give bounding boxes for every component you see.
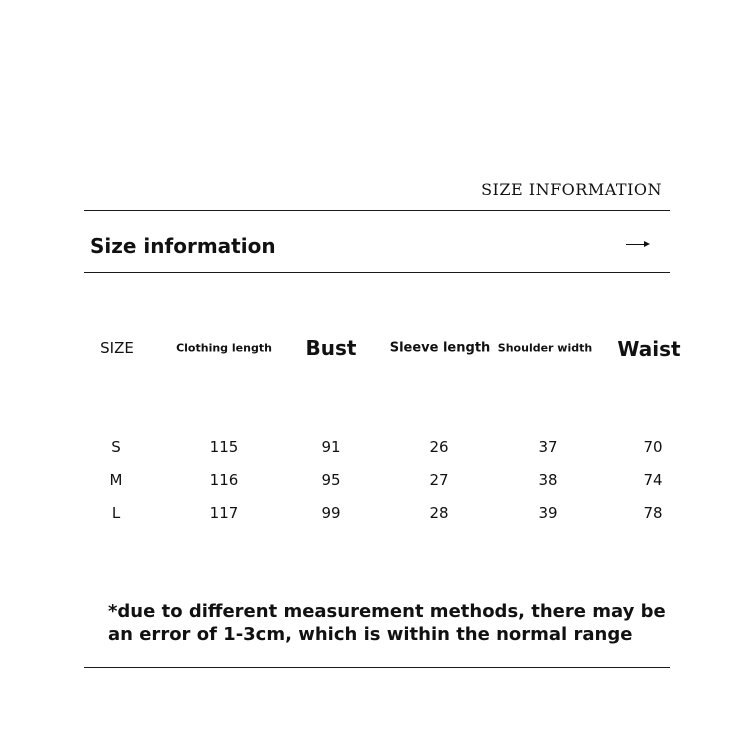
table-cell-sleeve-length: 27 [429,471,449,489]
table-cell-bust: 95 [321,471,341,489]
table-cell-shoulder-width: 39 [538,504,558,522]
table-cell-waist: 78 [643,504,663,522]
table-cell-bust: 91 [321,438,341,456]
table-cell-shoulder-width: 38 [538,471,558,489]
table-cell-size: S [111,438,121,456]
table-cell-clothing-length: 115 [209,438,239,456]
column-header-sleeve-length: Sleeve length [389,340,491,356]
bottom-divider [84,667,670,668]
table-cell-waist: 70 [643,438,663,456]
table-cell-clothing-length: 117 [209,504,239,522]
table-cell-sleeve-length: 26 [429,438,449,456]
table-cell-bust: 99 [321,504,341,522]
section-heading: Size information [90,234,276,258]
table-cell-clothing-length: 116 [209,471,239,489]
column-header-waist: Waist [617,337,681,361]
section-eyebrow: SIZE INFORMATION [481,180,662,199]
table-cell-size: M [109,471,123,489]
note-line-1: *due to different measurement methods, there may be [108,601,666,622]
note-line-2: an error of 1-3cm, which is within the normal range [108,624,633,645]
column-header-clothing-length: Clothing length [176,341,272,355]
column-header-bust: Bust [305,336,357,360]
column-header-shoulder-width: Shoulder width [497,341,593,355]
table-cell-sleeve-length: 28 [429,504,449,522]
table-cell-size: L [111,504,121,522]
table-cell-waist: 74 [643,471,663,489]
column-header-size: SIZE [100,339,134,357]
measurement-note [108,600,668,646]
table-cell-shoulder-width: 37 [538,438,558,456]
